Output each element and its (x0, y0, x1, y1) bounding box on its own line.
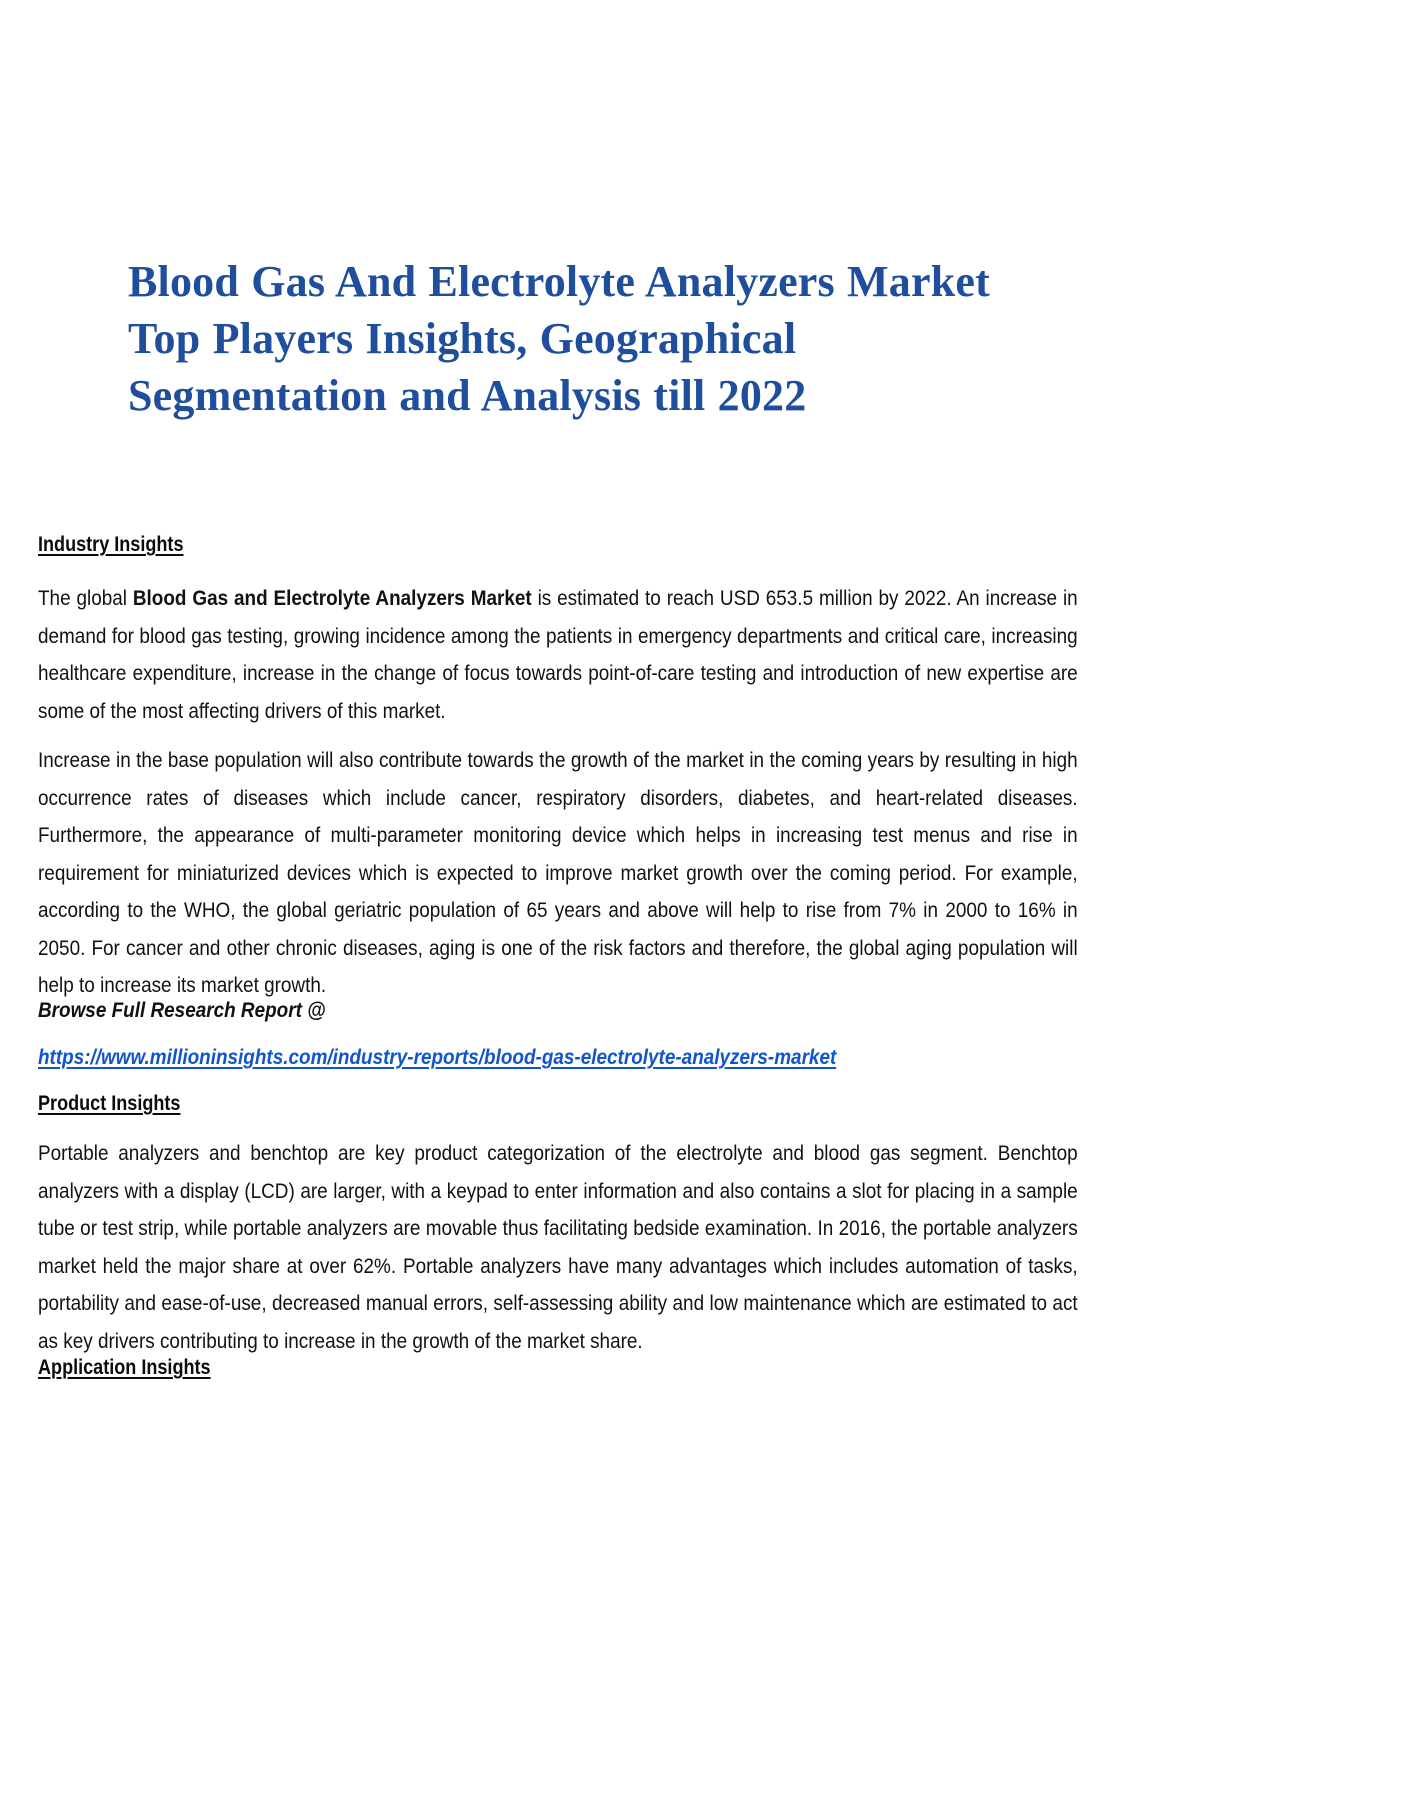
section-heading-application-insights: Application Insights (38, 1356, 211, 1379)
industry-insights-paragraph-2-wrap (38, 742, 1078, 1005)
report-url-link[interactable]: https://www.millioninsights.com/industry-reports/blood-gas-electrolyte-analyzers-market (38, 1045, 837, 1069)
section-heading-application-insights-wrap (38, 1355, 1078, 1381)
industry-insights-paragraph-1 (38, 580, 1078, 730)
section-heading-industry-insights-wrap (38, 532, 1078, 558)
browse-report-label: Browse Full Research Report @ (38, 998, 326, 1022)
page-title-line-3: Segmentation and Analysis till 2022 (128, 371, 807, 420)
report-url-wrap (38, 1040, 1078, 1074)
paragraph-1-bold-term: Blood Gas and Electrolyte Analyzers Market (132, 586, 532, 610)
section-heading-product-insights-wrap (38, 1091, 1078, 1117)
industry-insights-paragraph-1-wrap (38, 580, 1078, 730)
paragraph-1-rest: is estimated to reach USD 653.5 million by 2022. An increase in demand for blood gas testing, growing incidence among the patients in emergency departments and critical care, increasing healthcare expenditure, increase in the change of focus towards point-of-care testing and introduction of new expertise are some of the most affecting drivers of this market. (38, 586, 1078, 723)
paragraph-1-lead: The global (38, 586, 133, 610)
page-title (128, 253, 1078, 424)
browse-report-label-wrap (38, 993, 1078, 1027)
product-insights-paragraph: Portable analyzers and benchtop are key product categorization of the electrolyte and blood gas segment. Benchtop analyzers with a display (LCD) are larger, with a keypad to enter information and also contains a slot for placing in a sample tube or test strip, while portable analyzers are movable thus facilitating bedside examination. In 2016, the portable analyzers market held the major share at over 62%. Portable analyzers have many advantages which includes automation of tasks, portability and ease-of-use, decreased manual errors, self-assessing ability and low maintenance which are estimated to act as key drivers contributing to increase in the growth of the market share. (38, 1141, 1078, 1353)
page-title-line-2: Top Players Insights, Geographical (128, 314, 797, 363)
section-heading-industry-insights: Industry Insights (38, 533, 184, 556)
page-title-line-1: Blood Gas And Electrolyte Analyzers Market (128, 257, 990, 306)
section-heading-product-insights: Product Insights (38, 1092, 181, 1115)
product-insights-paragraph-wrap (38, 1135, 1078, 1360)
industry-insights-paragraph-2: Increase in the base population will also contribute towards the growth of the market in the coming years by resulting in high occurrence rates of diseases which include cancer, respiratory disorders, diabetes, and heart-related diseases. Furthermore, the appearance of multi-parameter monitoring device which helps in increasing test menus and rise in requirement for miniaturized devices which is expected to improve market growth over the coming period. For example, according to the WHO, the global geriatric population of 65 years and above will help to rise from 7% in 2000 to 16% in 2050. For cancer and other chronic diseases, aging is one of the risk factors and therefore, the global aging population will help to increase its market growth. (38, 748, 1078, 997)
